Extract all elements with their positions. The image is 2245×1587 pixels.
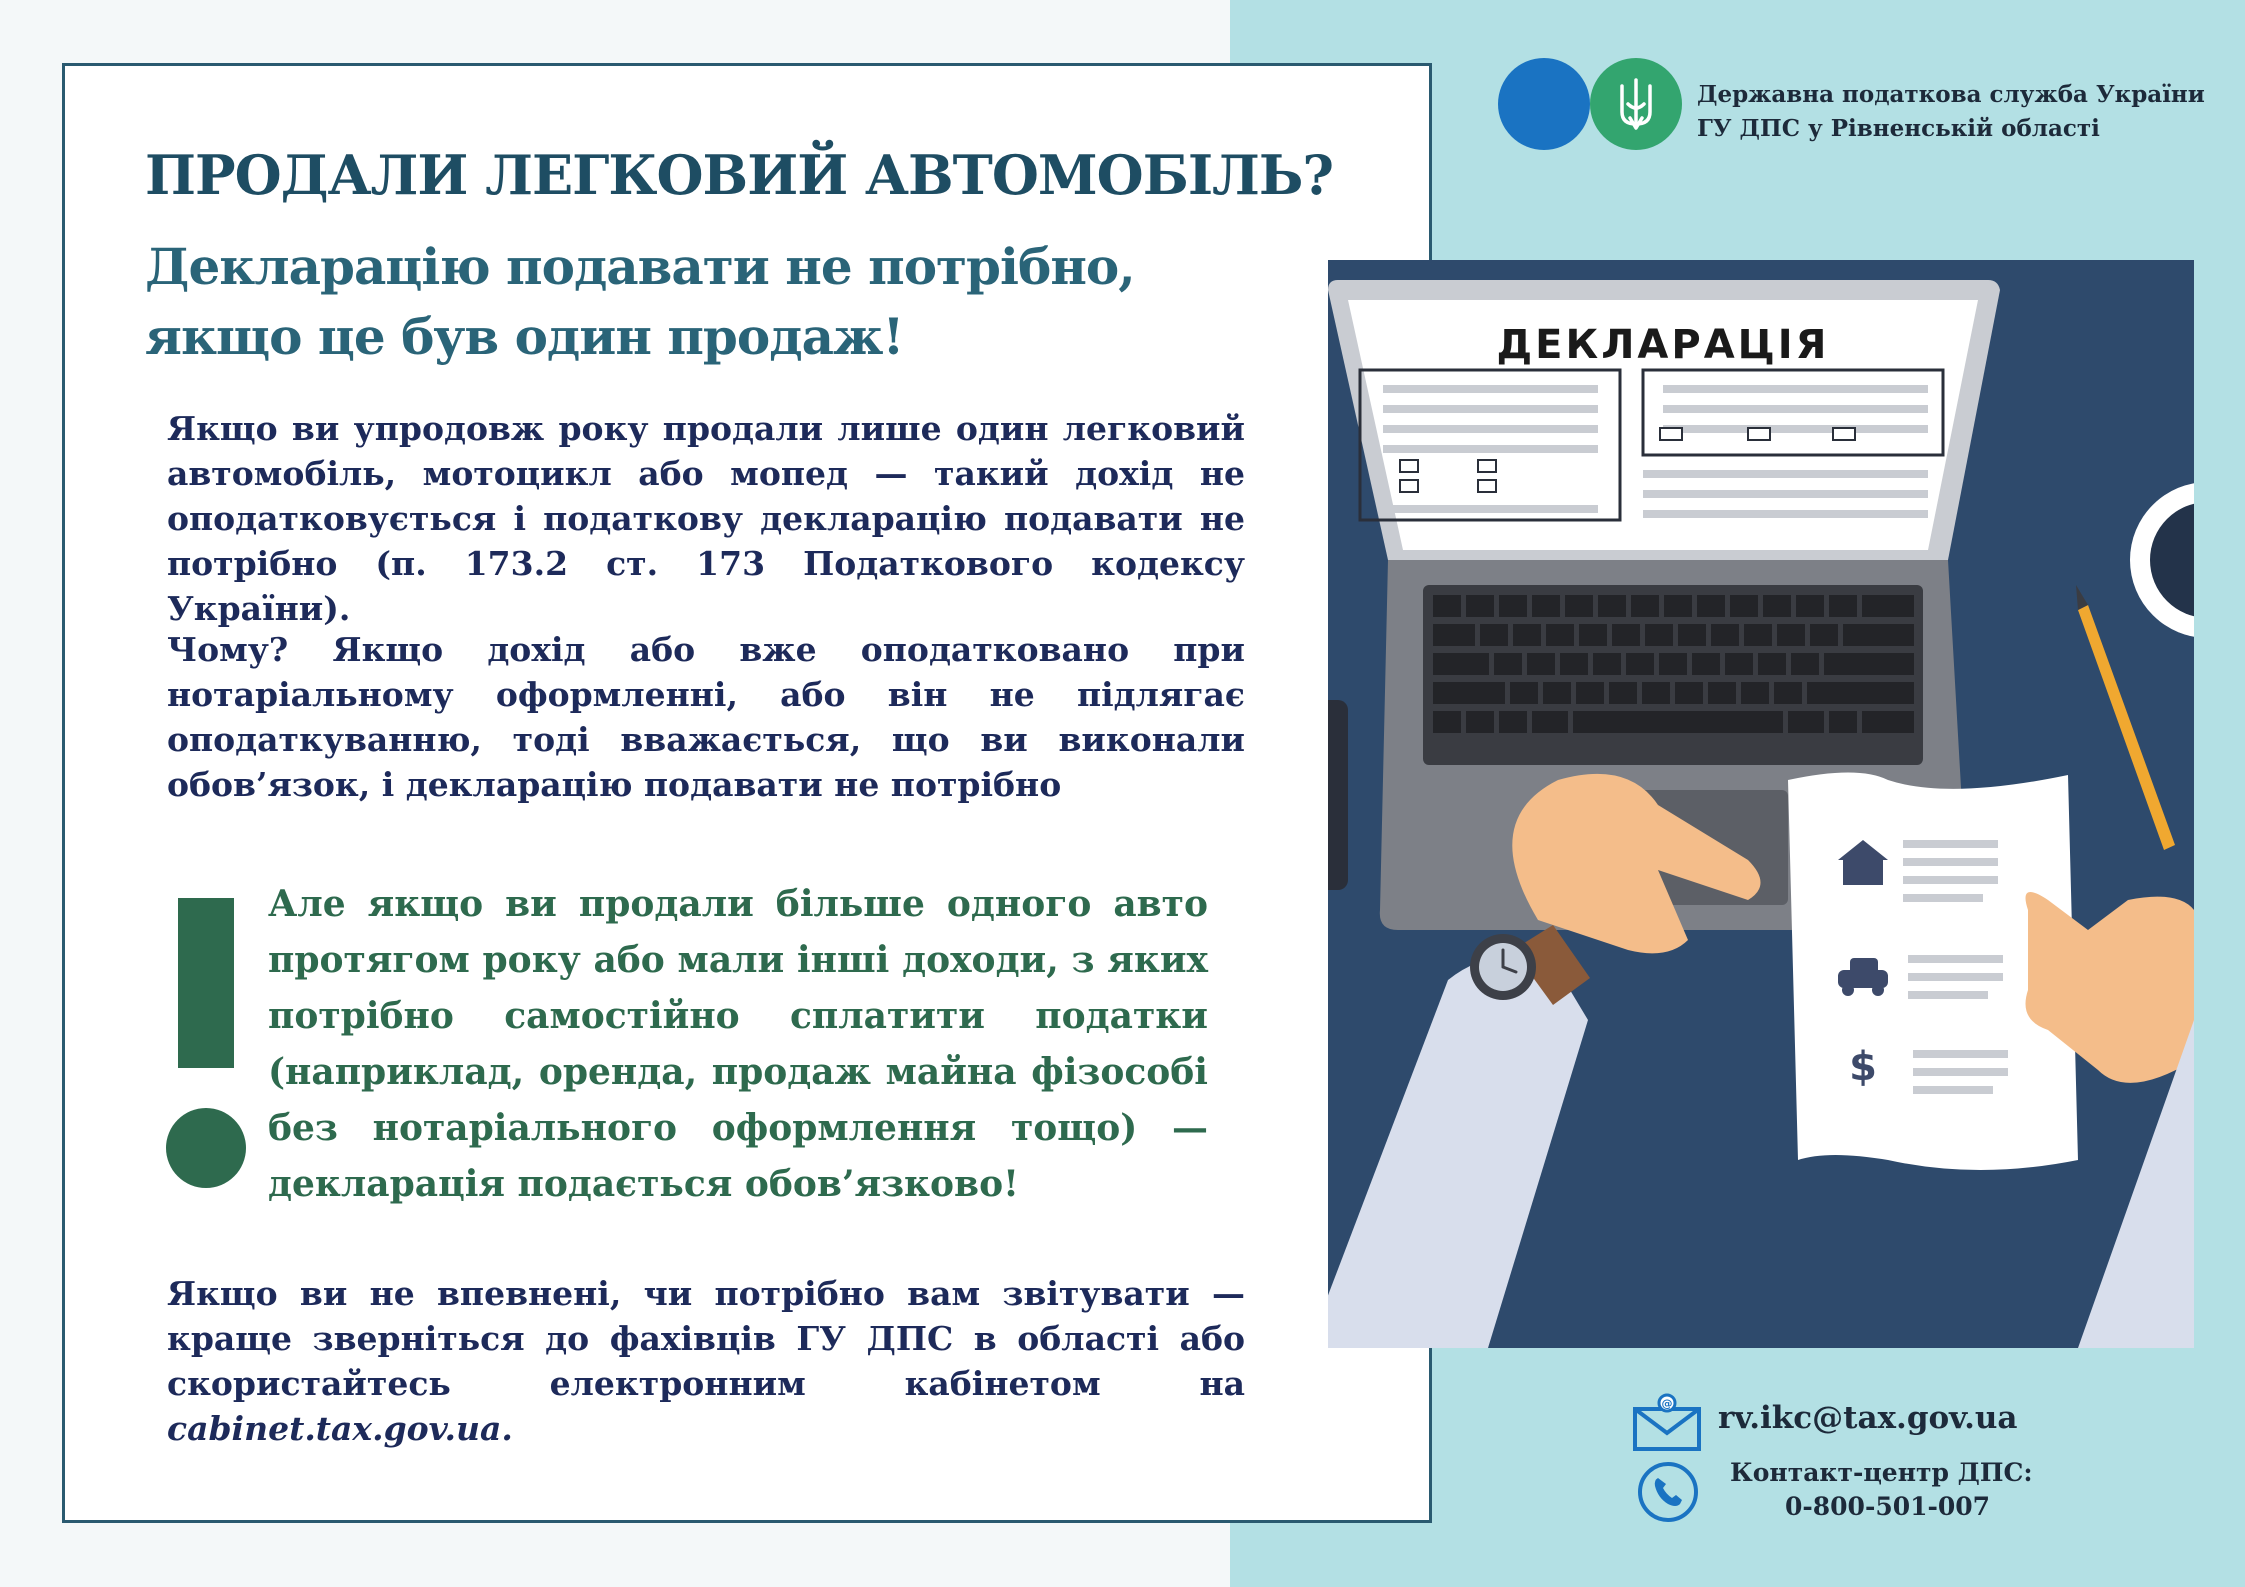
warning-text: Але якщо ви продали більше одного авто протягом року або мали інші доходи, з яких потрібно самостійно сплатити податки (наприклад, оренда, продаж майна фізособі без нотаріального оформлення тощо) — декларація подається обов’язково! (268, 883, 1208, 1205)
cabinet-link[interactable]: cabinet.tax.gov.ua. (167, 1409, 513, 1448)
subtitle-line-1: Декларацію подавати не потрібно, (145, 237, 1135, 296)
logo-blue-circle (1498, 58, 1590, 150)
page-title: ПРОДАЛИ ЛЕГКОВИЙ АВТОМОБІЛЬ? (145, 143, 1334, 207)
call-center-label: Контакт-центр ДПС: (1730, 1458, 2033, 1487)
tryzub-icon (1590, 58, 1682, 150)
paragraph-why: Чому? Якщо дохід або вже оподатковано при нотаріальному оформленні, або він не підлягає оподаткуванню, тоді вважається, що ви виконали обов’язок, і декларацію подавати не потрібно (167, 630, 1245, 804)
svg-text:@: @ (1661, 1397, 1673, 1410)
org-line-1: Державна податкова служба України (1697, 81, 2205, 108)
paper-dollar-sign: $ (1849, 1044, 1877, 1090)
advice-text: Якщо ви не впевнені, чи потрібно вам звітувати — краще зверніться до фахівців ГУ ДПС в області або скористайтесь електронним кабінетом на (167, 1274, 1245, 1403)
screen-declaration-title: ДЕКЛАРАЦІЯ (1496, 322, 1830, 368)
paragraph-one-sale: Якщо ви упродовж року продали лише один легковий автомобіль, мотоцикл або мопед — такий дохід не оподатковується і податкову декларацію подавати не потрібно (п. 173.2 ст. 173 Податкового кодексу України). (167, 409, 1245, 628)
exclamation-icon (178, 898, 234, 1068)
org-line-2: ГУ ДПС у Рівненській області (1697, 115, 2100, 142)
paragraph-contact-advice (167, 1271, 1245, 1451)
contact-email[interactable]: rv.ikc@tax.gov.ua (1718, 1400, 2018, 1436)
subtitle-line-2: якщо це був один продаж! (145, 307, 904, 366)
call-center-phone[interactable]: 0-800-501-007 (1785, 1492, 1991, 1521)
page-subtitle (145, 232, 1295, 372)
organization-name (1697, 78, 2217, 146)
phone-icon (1636, 1460, 1700, 1524)
logo-green-circle (1590, 58, 1682, 150)
mail-icon (1632, 1393, 1702, 1451)
exclamation-dot (166, 1108, 246, 1188)
laptop-declaration-illustration (1328, 260, 2194, 1348)
